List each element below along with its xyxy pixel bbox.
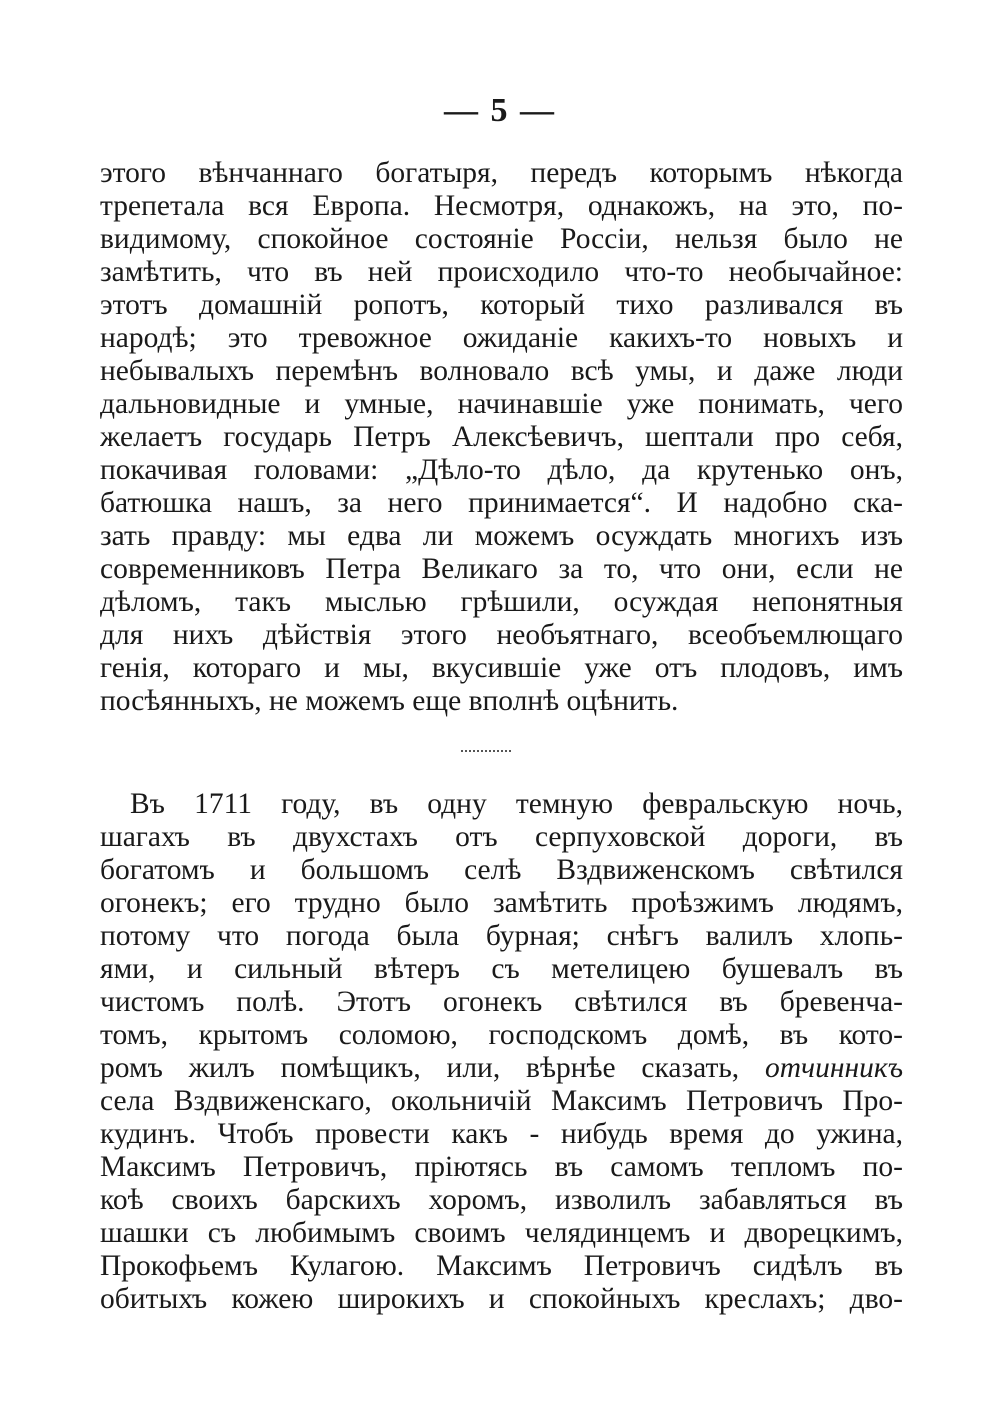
text-line-with-italic [100,1052,903,1085]
text-line: богатомъ и большомъ селѣ Вздвиженскомъ свѣтился [100,854,903,886]
text-line: трепетала вся Европа. Несмотря, однакожъ, на это, по- [100,190,903,222]
text-line: этого вѣнчаннаго богатыря, передъ которымъ нѣкогда [100,157,903,189]
text-line: кудинъ. Чтобъ провести какъ - нибудь время до ужина, [100,1118,903,1150]
text-line: обитыхъ кожею широкихъ и спокойныхъ креслахъ; дво- [100,1283,903,1315]
text-line: небывалыхъ перемѣнъ волновало всѣ умы, и даже люди [100,355,903,387]
text-line: замѣтить, что въ ней происходило что-то необычайное: [100,256,903,288]
text-line: батюшка нашъ, за него принимается“. И надобно ска- [100,487,903,519]
text-line: дѣломъ, такъ мыслью грѣшили, осуждая непонятныя [100,586,903,618]
text-line: этотъ домашній ропотъ, который тихо разливался въ [100,289,903,321]
text-line: чистомъ полѣ. Этотъ огонекъ свѣтился въ бревенча- [100,986,903,1018]
text-line: Максимъ Петровичъ, пріютясь въ самомъ тепломъ по- [100,1151,903,1183]
text-line: для нихъ дѣйствія этого необъятнаго, всеобъемлющаго [100,619,903,651]
text-line: желаетъ государь Петръ Алексѣевичъ, шептали про себя, [100,421,903,453]
text-line: покачивая головами: „Дѣло-то дѣло, да крутенько онъ, [100,454,903,486]
text-line: народѣ; это тревожное ожиданіе какихъ-то новыхъ и [100,322,903,354]
text-line: коѣ своихъ барскихъ хоромъ, изволилъ забавляться въ [100,1184,903,1216]
italic-term: отчинникъ [765,1052,903,1084]
text-segment: ромъ жилъ помѣщикъ, или, вѣрнѣе сказать, [100,1052,740,1084]
text-line: потому что погода была бурная; снѣгъ валилъ хлопь- [100,920,903,952]
text-line: зать правду: мы едва ли можемъ осуждать многихъ изъ [100,520,903,552]
text-line: современниковъ Петра Великаго за то, что они, если не [100,553,903,585]
text-line: шашки съ любимымъ своимъ челядинцемъ и дворецкимъ, [100,1217,903,1249]
text-line: посѣянныхъ, не можемъ еще вполнѣ оцѣнить. [100,685,679,717]
text-line: Прокофьемъ Кулагою. Максимъ Петровичъ сидѣлъ въ [100,1250,903,1282]
page-number: — 5 — [444,92,556,129]
text-line: Въ 1711 году, въ одну темную февральскую ночь, [130,788,903,820]
text-line: ями, и сильный вѣтеръ съ метелицею бушевалъ въ [100,953,903,985]
text-line: огонекъ; его трудно было замѣтить проѣзжимъ людямъ, [100,887,903,919]
text-line: села Вздвиженскаго, окольничій Максимъ Петровичъ Про- [100,1085,903,1117]
text-line: шагахъ въ двухстахъ отъ серпуховской дороги, въ [100,821,903,853]
text-line: генія, котораго и мы, вкусившіе уже отъ плодовъ, имъ [100,652,903,684]
section-separator [461,750,511,752]
text-line: видимому, спокойное состояніе Россіи, нельзя было не [100,223,903,255]
text-line: томъ, крытомъ соломою, господскомъ домѣ, въ кото- [100,1019,903,1051]
paragraph-2 [100,788,903,1316]
text-line: дальновидные и умные, начинавшіе уже понимать, чего [100,388,903,420]
paragraph-1 [100,157,903,718]
